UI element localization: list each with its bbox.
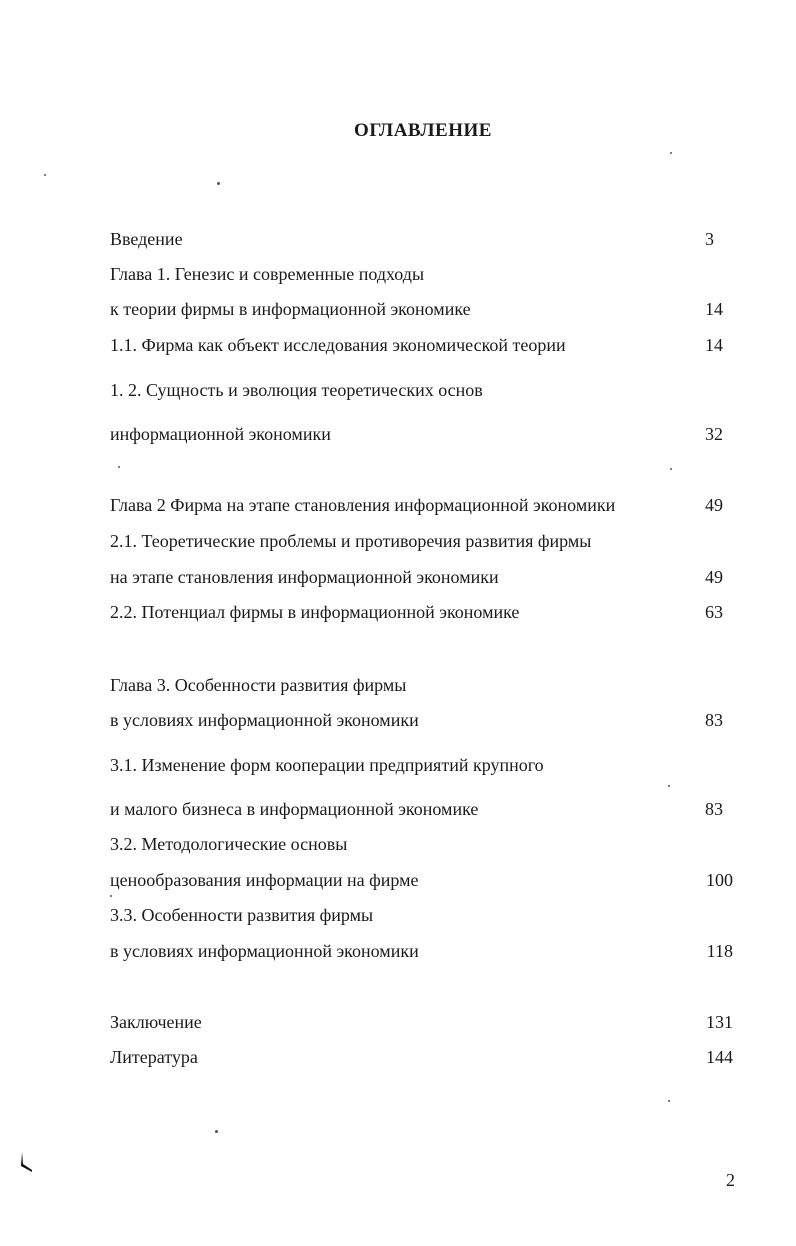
toc-page-intro: 3 bbox=[705, 229, 714, 249]
toc-page-section-2-2: 63 bbox=[705, 602, 723, 622]
toc-entry-conclusion: Заключение bbox=[110, 1012, 202, 1032]
toc-page-chapter-2: 49 bbox=[705, 495, 723, 515]
toc-entry-section-2-2: 2.2. Потенциал фирмы в информационной экономике bbox=[110, 602, 520, 622]
scan-speck bbox=[118, 466, 120, 468]
toc-entry-section-3-1-cont: и малого бизнеса в информационной экономике bbox=[110, 799, 479, 819]
toc-page-chapter-1: 14 bbox=[705, 299, 723, 319]
toc-page-section-2-1: 49 bbox=[705, 567, 723, 587]
toc-page-conclusion: 131 bbox=[706, 1012, 733, 1032]
toc-entry-section-3-3-cont: в условиях информационной экономики bbox=[110, 941, 419, 961]
scan-speck bbox=[668, 1100, 670, 1102]
toc-entry-chapter-3-cont: в условиях информационной экономики bbox=[110, 710, 419, 730]
scan-speck bbox=[110, 895, 112, 897]
toc-page-literature: 144 bbox=[706, 1047, 733, 1067]
toc-entry-section-3-1: 3.1. Изменение форм кооперации предприятий крупного bbox=[110, 755, 544, 775]
toc-entry-literature: Литература bbox=[110, 1047, 198, 1067]
scan-speck bbox=[670, 152, 672, 154]
toc-entry-chapter-2: Глава 2 Фирма на этапе становления информационной экономики bbox=[110, 495, 616, 515]
scan-speck bbox=[670, 468, 672, 470]
toc-entry-section-3-2-cont: ценообразования информации на фирме bbox=[110, 870, 419, 890]
toc-entry-chapter-3: Глава 3. Особенности развития фирмы bbox=[110, 675, 407, 695]
toc-page-section-3-1: 83 bbox=[705, 799, 723, 819]
toc-entry-intro: Введение bbox=[110, 229, 183, 249]
toc-entry-section-2-1: 2.1. Теоретические проблемы и противоречия развития фирмы bbox=[110, 531, 592, 551]
toc-entry-chapter-1-cont: к теории фирмы в информационной экономике bbox=[110, 299, 471, 319]
scan-speck bbox=[215, 1130, 218, 1133]
toc-entry-section-2-1-cont: на этапе становления информационной экономики bbox=[110, 567, 499, 587]
toc-page-section-1-2: 32 bbox=[705, 424, 723, 444]
scan-mark-icon bbox=[20, 1152, 34, 1172]
toc-entry-chapter-1: Глава 1. Генезис и современные подходы bbox=[110, 264, 425, 284]
toc-page-chapter-3: 83 bbox=[705, 710, 723, 730]
scan-speck bbox=[44, 174, 46, 176]
toc-entry-section-3-2: 3.2. Методологические основы bbox=[110, 834, 348, 854]
toc-entry-section-3-3: 3.3. Особенности развития фирмы bbox=[110, 905, 374, 925]
toc-entry-section-1-2-cont: информационной экономики bbox=[110, 424, 331, 444]
toc-page-section-3-3: 118 bbox=[706, 941, 733, 961]
toc-page-section-1-1: 14 bbox=[705, 335, 723, 355]
toc-title: ОГЛАВЛЕНИЕ bbox=[354, 120, 492, 141]
page-number: 2 bbox=[726, 1170, 735, 1190]
toc-page-section-3-2: 100 bbox=[706, 870, 733, 890]
toc-entry-section-1-1: 1.1. Фирма как объект исследования экономической теории bbox=[110, 335, 566, 355]
scan-speck bbox=[668, 785, 670, 787]
scan-speck bbox=[217, 182, 220, 185]
toc-entry-section-1-2: 1. 2. Сущность и эволюция теоретических основ bbox=[110, 380, 483, 400]
